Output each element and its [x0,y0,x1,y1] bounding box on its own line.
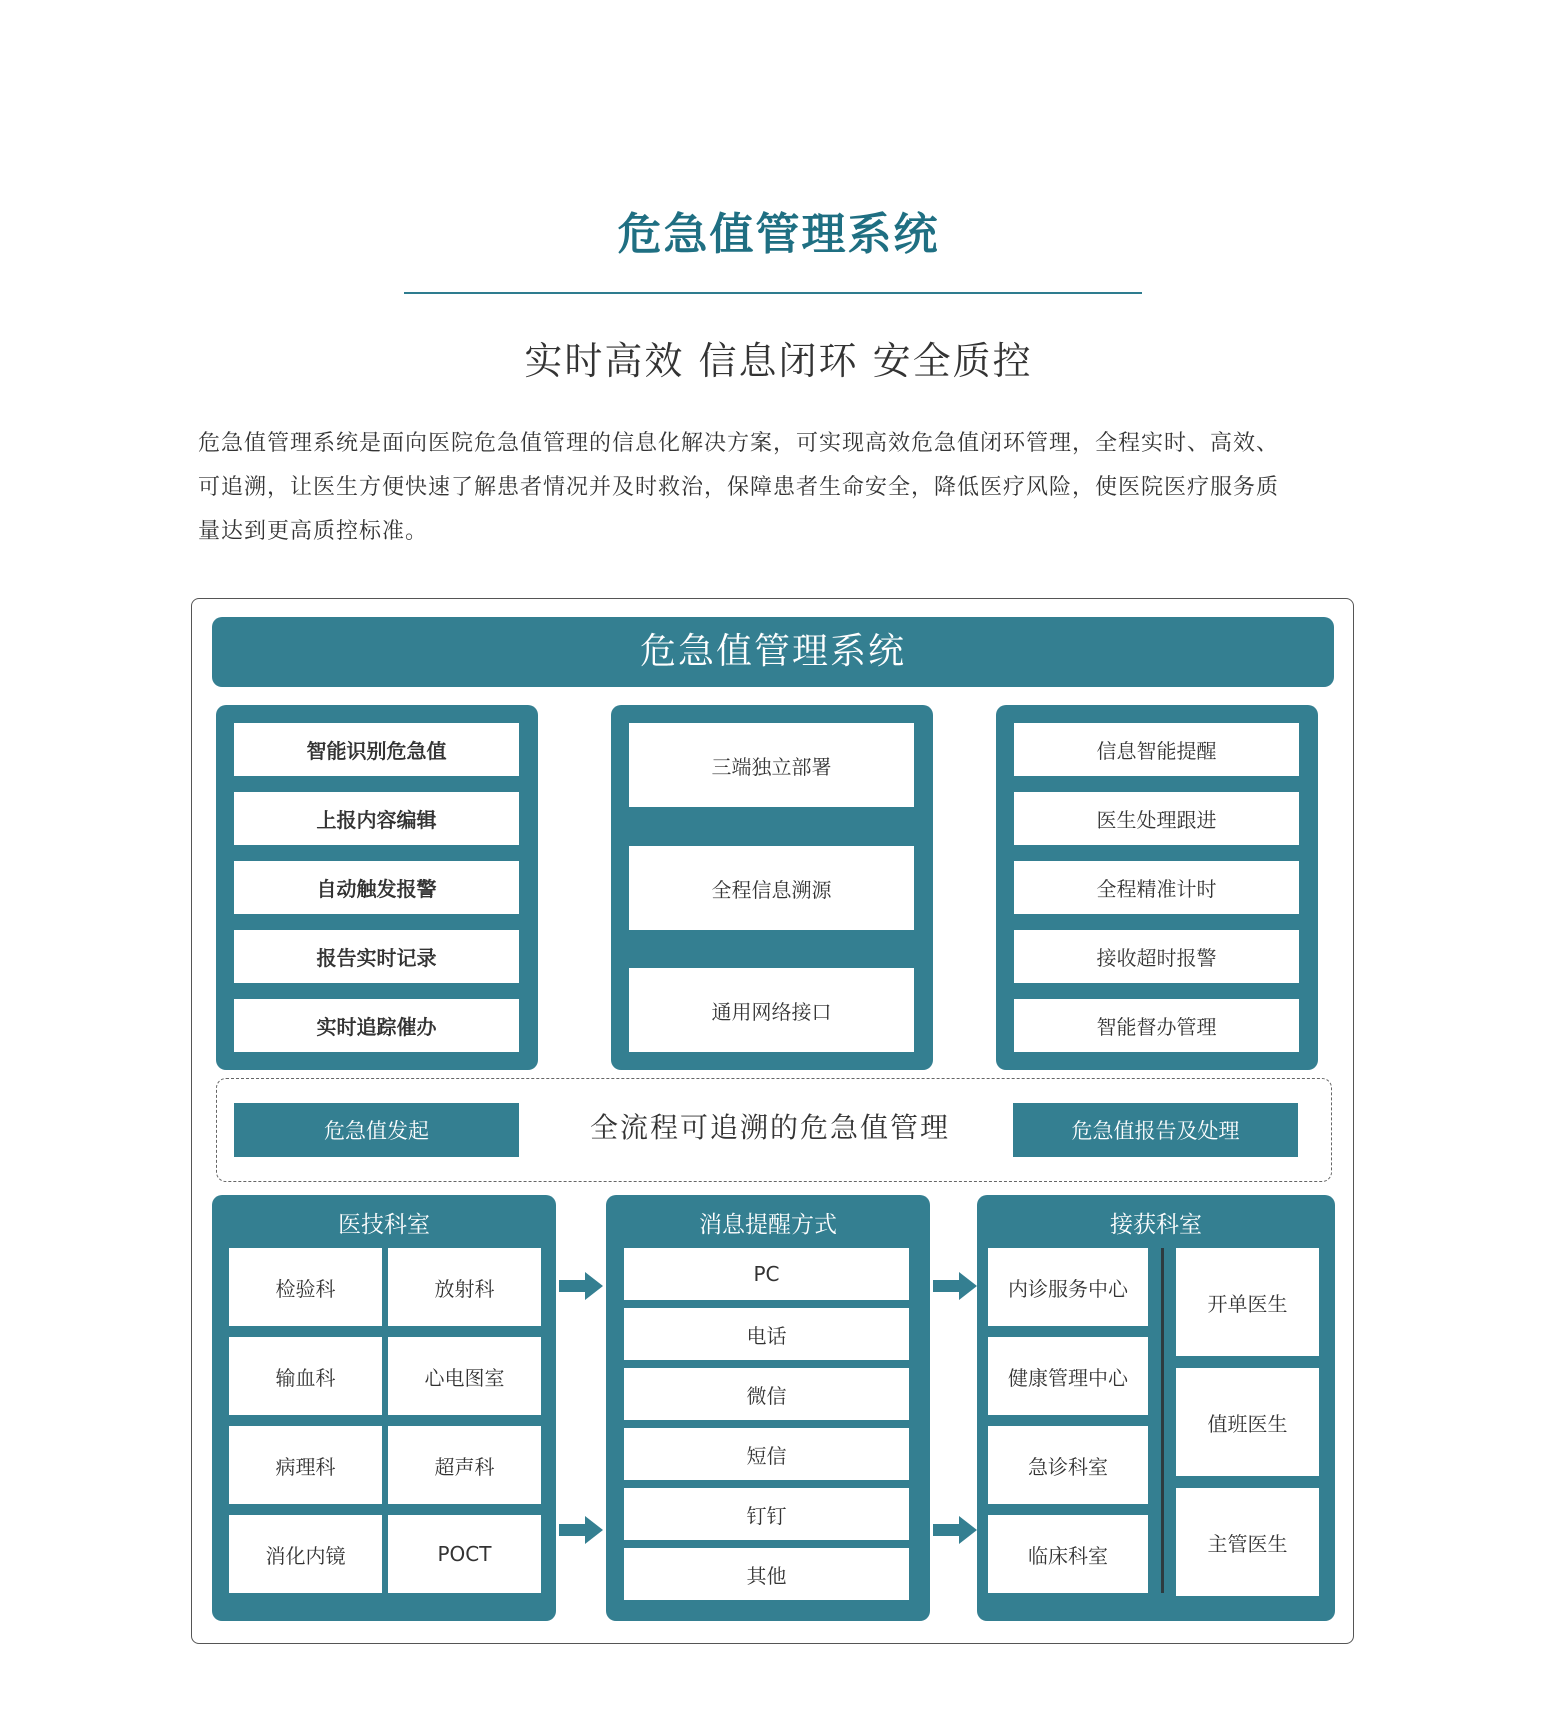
diagram-banner: 危急值管理系统 [212,617,1334,687]
tech-dept-item: 心电图室 [388,1337,541,1415]
feature-item: 三端独立部署 [629,723,914,807]
intro-line: 可追溯，让医生方便快速了解患者情况并及时救治，保障患者生命安全，降低医疗风险，使医院医疗服务质 [198,475,1280,500]
receiver-doctor-item: 开单医生 [1176,1248,1319,1356]
reminder-item: PC [624,1248,909,1300]
feature-item: 接收超时报警 [1014,930,1299,983]
tech-dept-item: 超声科 [388,1426,541,1504]
tech-dept-item: 输血科 [229,1337,382,1415]
arrow-right-icon [559,1270,603,1302]
flow-start-label: 危急值发起 [234,1103,519,1157]
feature-item: 智能识别危急值 [234,723,519,776]
receivers-divider [1161,1248,1164,1593]
feature-item: 报告实时记录 [234,930,519,983]
reminders-title: 消息提醒方式 [699,1212,837,1238]
feature-item: 通用网络接口 [629,968,914,1052]
reminder-item: 电话 [624,1308,909,1360]
reminder-item: 钉钉 [624,1488,909,1540]
arrow-right-icon [933,1270,977,1302]
receiver-doctor-item: 值班医生 [1176,1368,1319,1476]
receiver-doctor-item: 主管医生 [1176,1488,1319,1596]
flow-center-label: 全流程可追溯的危急值管理 [589,1111,950,1144]
tech-dept-item: 消化内镜 [229,1515,382,1593]
arrow-right-icon [559,1514,603,1546]
intro-line: 量达到更高质控标准。 [198,519,429,544]
feature-item: 实时追踪催办 [234,999,519,1052]
receiver-dept-item: 内诊服务中心 [988,1248,1148,1326]
flow-end-label: 危急值报告及处理 [1013,1103,1298,1157]
tech-depts-title: 医技科室 [338,1212,430,1238]
tech-dept-item: POCT [388,1515,541,1593]
intro-paragraph [198,422,1358,554]
feature-item: 医生处理跟进 [1014,792,1299,845]
reminder-item: 微信 [624,1368,909,1420]
page-subtitle: 实时高效 信息闭环 安全质控 [524,339,1033,383]
feature-item: 智能督办管理 [1014,999,1299,1052]
arrow-right-icon [933,1514,977,1546]
receivers-title: 接获科室 [1110,1212,1202,1238]
reminder-item: 短信 [624,1428,909,1480]
feature-item: 全程信息溯源 [629,846,914,930]
page-title: 危急值管理系统 [617,209,940,260]
reminder-item: 其他 [624,1548,909,1600]
tech-dept-item: 病理科 [229,1426,382,1504]
title-divider [404,292,1142,294]
intro-line: 危急值管理系统是面向医院危急值管理的信息化解决方案，可实现高效危急值闭环管理，全程实时、高效、 [198,431,1280,456]
receiver-dept-item: 急诊科室 [988,1426,1148,1504]
receiver-dept-item: 临床科室 [988,1515,1148,1593]
feature-item: 自动触发报警 [234,861,519,914]
feature-item: 上报内容编辑 [234,792,519,845]
tech-dept-item: 检验科 [229,1248,382,1326]
feature-item: 全程精准计时 [1014,861,1299,914]
tech-dept-item: 放射科 [388,1248,541,1326]
feature-item: 信息智能提醒 [1014,723,1299,776]
receiver-dept-item: 健康管理中心 [988,1337,1148,1415]
